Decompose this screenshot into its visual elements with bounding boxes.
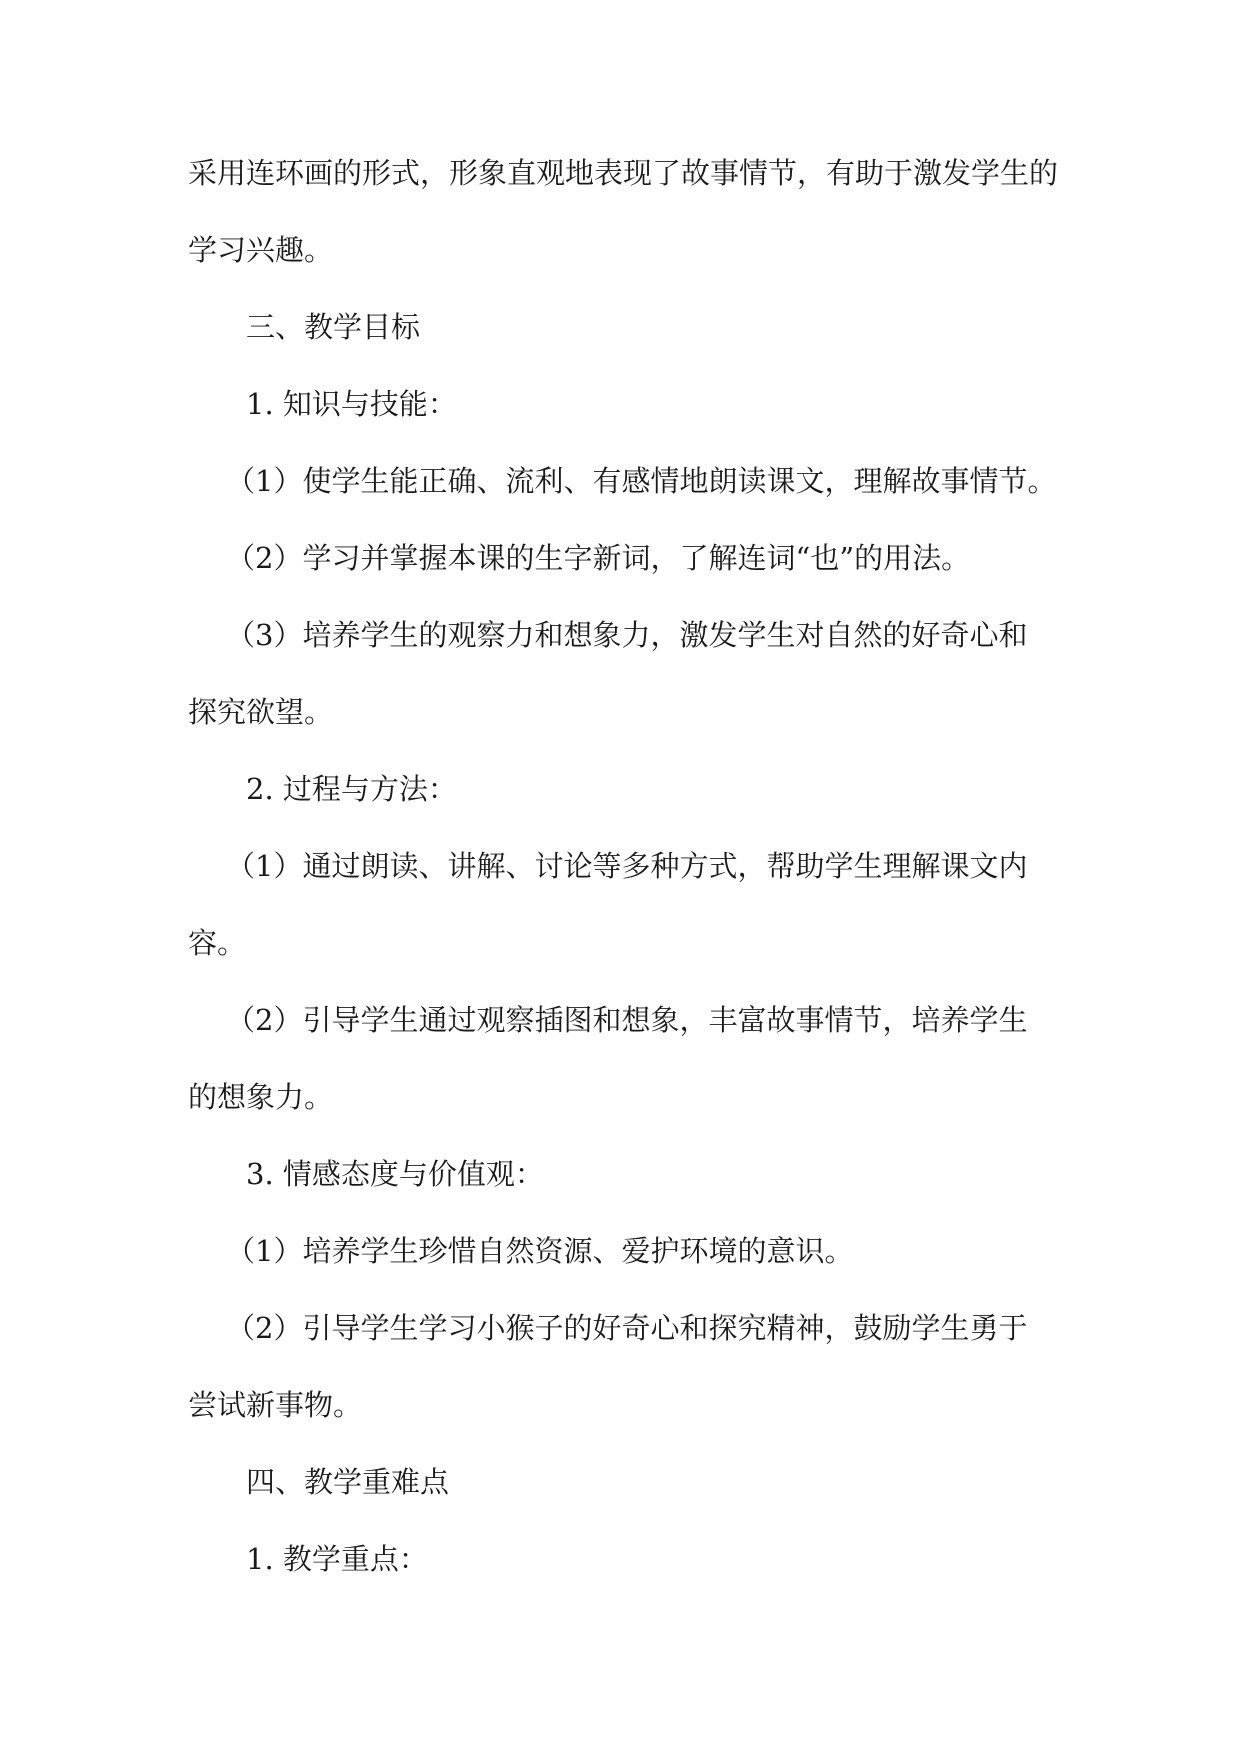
list-item-attitude-2-line-2: 尝试新事物。 [188,1388,363,1422]
subheading-attitude-values: 3. 情感态度与价值观： [246,1157,544,1191]
paragraph-intro-line-2: 学习兴趣。 [188,233,334,267]
document-body [188,135,1058,1598]
section-heading-teaching-goals: 三、教学目标 [246,310,421,344]
list-item-knowledge-2: （2）学习并掌握本课的生字新词，了解连词“也”的用法。 [226,541,971,575]
list-item-process-1-line-1: （1）通过朗读、讲解、讨论等多种方式，帮助学生理解课文内 [226,849,1028,883]
subheading-teaching-focus: 1. 教学重点： [246,1542,428,1576]
paragraph-intro-line-1: 采用连环画的形式，形象直观地表现了故事情节，有助于激发学生的 [188,156,1059,190]
list-item-attitude-1: （1）培养学生珍惜自然资源、爱护环境的意识。 [226,1234,854,1268]
list-item-process-2-line-2: 的想象力。 [188,1080,334,1114]
list-item-process-2-line-1: （2）引导学生通过观察插图和想象，丰富故事情节，培养学生 [226,1003,1028,1037]
list-item-process-1-line-2: 容。 [188,926,247,960]
list-item-attitude-2-line-1: （2）引导学生学习小猴子的好奇心和探究精神，鼓励学生勇于 [226,1311,1028,1345]
subheading-knowledge-skills: 1. 知识与技能： [246,387,457,421]
list-item-knowledge-3-line-1: （3）培养学生的观察力和想象力，激发学生对自然的好奇心和 [226,618,1028,652]
subheading-process-methods: 2. 过程与方法： [246,772,457,806]
list-item-knowledge-1: （1）使学生能正确、流利、有感情地朗读课文，理解故事情节。 [226,464,1057,498]
section-heading-key-difficulties: 四、教学重难点 [246,1465,450,1499]
list-item-knowledge-3-line-2: 探究欲望。 [188,695,334,729]
